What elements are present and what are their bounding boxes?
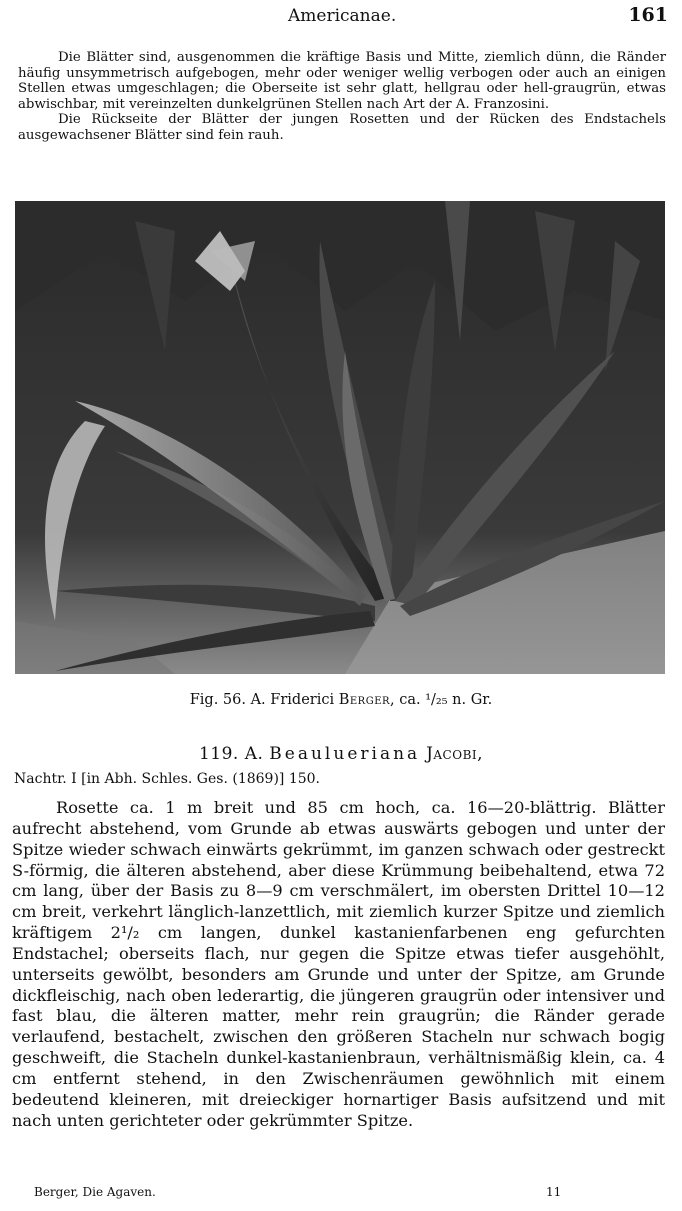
agave-photograph: [15, 201, 665, 674]
footer-signature: 11: [546, 1185, 562, 1199]
running-header: [0, 6, 682, 30]
running-title: Americanae.: [288, 6, 397, 26]
intro-text: [18, 50, 666, 144]
species-description: Rosette ca. 1 m breit und 85 cm hoch, ca. 16—20-blättrig. Blätter aufrecht abstehend, vom Grunde ab etwas auswärts gebogen und unter der Spitze wieder schwach einwärts gekrümmt, im ganzen schwach oder gestreckt S-förmig, die älteren abstehend, aber diese Krümmung beibehaltend, etwa 72 cm lang, über der Basis zu 8—9 cm verschmälert, im obersten Drittel 10—12 cm breit, verkehrt länglich-lanzettlich, mit ziemlich kurzer Spitze und ziemlich kräftigem 2¹/₂ cm langen, dunkel kastanienfarbenen eng gefurchten Endstachel; oberseits flach, nur gegen die Spitze etwas tiefer ausgehöhlt, unterseits gewölbt, besonders am Grunde und unter der Spitze, am Grunde dickfleischig, nach oben lederartig, die jüngeren graugrün oder intensiver und fast blau, die älteren matter, mehr rein graugrün; die Ränder gerade verlaufend, bestachelt, zwischen den größeren Stacheln nur schwach bogig geschweift, die Stacheln dunkel-kastanienbraun, verhältnismäßig klein, ca. 4 cm entfernt stehend, in den Zwischenräumen gewöhnlich mit einem bedeutend kleineren, mit dreieckiger hornartiger Basis aufsitzend und mit nach unten gerichteter oder gekrümmter Spitze.: [12, 798, 665, 1130]
species-author: Jacobi,: [426, 744, 484, 764]
footer-book-title: Berger, Die Agaven.: [34, 1185, 156, 1199]
species-heading: [0, 744, 682, 764]
intro-paragraph-2: Die Rückseite der Blätter der jungen Rosetten und der Rücken des Endstachels ausgewachsener Blätter sind fein rauh.: [18, 112, 666, 143]
caption-author: Berger: [338, 692, 391, 708]
species-name: Beaulueriana: [269, 744, 421, 764]
caption-suffix: , ca. ¹/₂₅ n. Gr.: [390, 692, 493, 708]
figure-caption: [0, 692, 682, 708]
caption-prefix: Fig. 56. A. Friderici: [189, 692, 335, 708]
species-number: 119. A.: [198, 744, 264, 764]
agave-rosette-illustration: [15, 201, 665, 674]
page-number: 161: [628, 4, 668, 26]
intro-paragraph-1: Die Blätter sind, ausgenommen die kräftige Basis und Mitte, ziemlich dünn, die Ränder häufig unsymmetrisch aufgebogen, mehr oder weniger wellig verbogen oder auch an einigen Stellen etwas umgeschlagen; die Oberseite ist sehr glatt, hellgrau oder hell-graugrün, etwas abwischbar, mit vereinzelten dunkelgrünen Stellen nach Art der A. Franzosini.: [18, 50, 666, 112]
species-reference: Nachtr. I [in Abh. Schles. Ges. (1869)] 150.: [14, 771, 320, 787]
